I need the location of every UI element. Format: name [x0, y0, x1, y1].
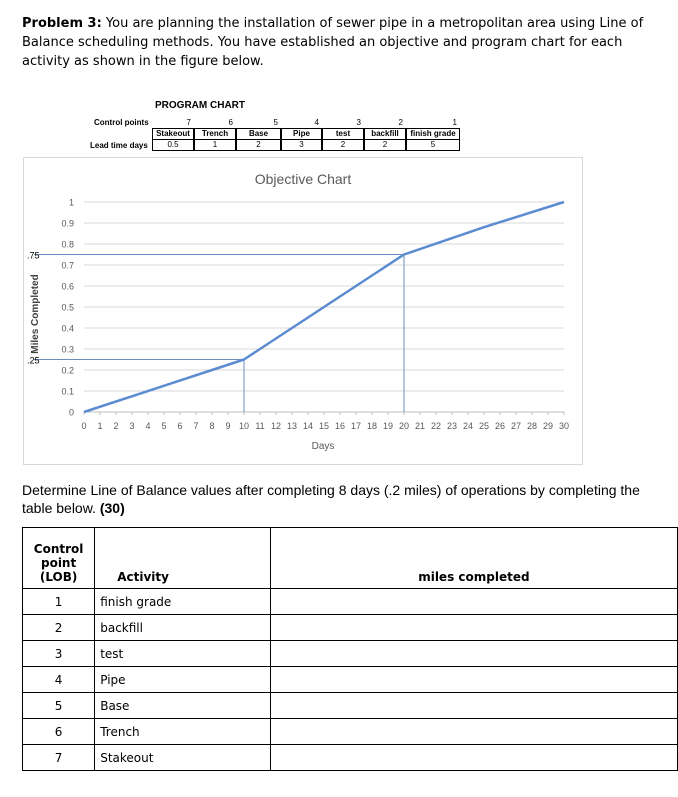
lead-time-cell: 5 [406, 139, 460, 151]
chart-title: Objective Chart [254, 171, 352, 187]
x-tick-label: 30 [558, 421, 570, 431]
table-header-row [23, 528, 678, 589]
y-tick-label: 1 [68, 197, 74, 208]
x-tick-label: 7 [193, 421, 199, 431]
row-activity: backfill [95, 615, 271, 641]
row-activity: finish grade [95, 589, 271, 615]
header-miles: miles completed [270, 528, 677, 589]
header-control-point: Control point (LOB) [23, 528, 95, 589]
row-activity: Base [95, 693, 271, 719]
program-activity-cell: Stakeout [152, 128, 194, 140]
program-activity-cell: Trench [194, 128, 236, 140]
lob-table [22, 527, 678, 771]
question-points: (30) [99, 500, 125, 516]
row-control-point: 3 [23, 641, 95, 667]
lead-time-cell: 2 [236, 139, 281, 151]
control-point-number: 2 [398, 118, 403, 127]
x-tick-label: 2 [113, 421, 119, 431]
control-points-label: Control points [94, 118, 149, 127]
row-miles-input[interactable] [270, 667, 677, 693]
x-tick-label: 26 [494, 421, 506, 431]
y-tick-label: 0.9 [61, 218, 74, 229]
row-control-point: 2 [23, 615, 95, 641]
x-tick-label: 4 [145, 421, 151, 431]
row-miles-input[interactable] [270, 589, 677, 615]
x-tick-label: 27 [510, 421, 522, 431]
question-body: Determine Line of Balance values after completing 8 days (.2 miles) of operations by completing the table below. [22, 482, 640, 516]
row-control-point: 4 [23, 667, 95, 693]
control-point-number: 1 [452, 118, 457, 127]
row-miles-input[interactable] [270, 693, 677, 719]
program-chart-title: PROGRAM CHART [155, 100, 245, 111]
x-tick-label: 11 [255, 421, 265, 431]
lead-time-cell: 2 [322, 139, 364, 151]
row-control-point: 6 [23, 719, 95, 745]
reference-label: .25 [27, 355, 40, 366]
row-miles-input[interactable] [270, 719, 677, 745]
program-activity-cell: finish grade [406, 128, 460, 140]
x-tick-label: 9 [225, 421, 231, 431]
x-tick-label: 21 [414, 421, 426, 431]
row-miles-input[interactable] [270, 641, 677, 667]
x-tick-label: 1 [97, 421, 103, 431]
table-row [23, 667, 678, 693]
table-row [23, 589, 678, 615]
program-activity-cell: backfill [364, 128, 406, 140]
lead-time-cell: 3 [281, 139, 322, 151]
row-activity: Stakeout [95, 745, 271, 771]
x-tick-label: 16 [334, 421, 346, 431]
x-tick-label: 6 [177, 421, 183, 431]
x-tick-label: 13 [286, 421, 298, 431]
y-tick-label: 0.6 [61, 281, 74, 292]
program-activity-cell: Pipe [281, 128, 322, 140]
program-activity-cell: test [322, 128, 364, 140]
y-tick-label: 0.5 [61, 302, 74, 313]
x-axis-label: Days [311, 441, 335, 452]
program-activity-cell: Base [236, 128, 281, 140]
reference-label: .75 [27, 250, 40, 261]
header-activity: Activity [95, 528, 271, 589]
problem-label: Problem 3: [22, 16, 102, 31]
y-tick-label: 0.1 [61, 386, 74, 397]
y-tick-label: 0.7 [61, 260, 74, 271]
table-row [23, 693, 678, 719]
x-tick-label: 8 [209, 421, 215, 431]
x-tick-label: 25 [478, 421, 490, 431]
y-tick-label: 0.4 [61, 323, 74, 334]
x-tick-label: 0 [81, 421, 87, 431]
row-activity: Trench [95, 719, 271, 745]
x-tick-label: 3 [129, 421, 135, 431]
row-miles-input[interactable] [270, 615, 677, 641]
x-tick-label: 22 [430, 421, 442, 431]
row-activity: Pipe [95, 667, 271, 693]
x-tick-label: 18 [366, 421, 378, 431]
row-activity: test [95, 641, 271, 667]
control-point-number: 3 [356, 118, 361, 127]
x-tick-label: 10 [238, 421, 250, 431]
table-row [23, 745, 678, 771]
x-tick-label: 15 [318, 421, 330, 431]
y-tick-label: 0.8 [61, 239, 74, 250]
x-tick-label: 12 [270, 421, 282, 431]
x-tick-label: 14 [302, 421, 314, 431]
row-control-point: 1 [23, 589, 95, 615]
lead-time-cell: 2 [364, 139, 406, 151]
x-tick-label: 23 [446, 421, 458, 431]
x-tick-label: 29 [542, 421, 554, 431]
x-tick-label: 19 [382, 421, 394, 431]
control-point-number: 6 [228, 118, 233, 127]
question-text [22, 481, 662, 517]
lead-time-cell: 1 [194, 139, 236, 151]
x-tick-label: 28 [526, 421, 538, 431]
problem-text: You are planning the installation of sewer pipe in a metropolitan area using Line of Balance scheduling methods. You have established an objective and program chart for each activity as shown in the figure below. [22, 16, 644, 69]
x-tick-label: 20 [398, 421, 410, 431]
y-tick-label: 0 [68, 407, 74, 418]
x-tick-label: 17 [350, 421, 362, 431]
lead-time-label: Lead time days [90, 141, 148, 150]
x-tick-label: 5 [161, 421, 167, 431]
control-point-number: 5 [273, 118, 278, 127]
x-tick-label: 24 [462, 421, 474, 431]
lead-time-cell: 0.5 [152, 139, 194, 151]
control-point-number: 7 [186, 118, 191, 127]
y-axis-label: Miles Completed [30, 274, 41, 354]
control-point-number: 4 [314, 118, 319, 127]
row-miles-input[interactable] [270, 745, 677, 771]
y-tick-label: 0.3 [61, 344, 74, 355]
row-control-point: 5 [23, 693, 95, 719]
y-tick-label: 0.2 [61, 365, 74, 376]
table-row [23, 615, 678, 641]
table-row [23, 641, 678, 667]
row-control-point: 7 [23, 745, 95, 771]
table-row [23, 719, 678, 745]
